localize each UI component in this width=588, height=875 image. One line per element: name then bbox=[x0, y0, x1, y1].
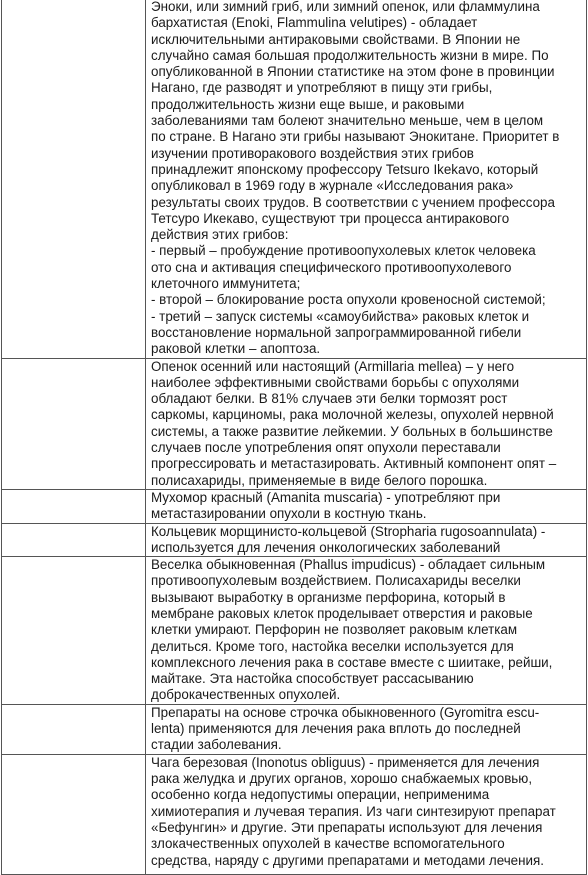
text-line: Тетсуро Икекаво, существуют три процесса антиракового bbox=[151, 210, 510, 226]
empty-left-cell bbox=[2, 754, 146, 874]
text-cell-phallus bbox=[146, 557, 587, 705]
text-line: используется для лечения онкологических заболеваний bbox=[151, 539, 501, 555]
table-row-phallus bbox=[2, 557, 587, 705]
text-line: Кольцевик морщинисто-кольцевой (Stropharia rugosoannulata) - bbox=[151, 523, 546, 539]
text-line: злокачественных опухолей в качестве вспомогательного bbox=[151, 836, 505, 852]
table-row-enoki bbox=[2, 0, 587, 358]
text-line: полисахариды, применяемые в виде белого порошка. bbox=[151, 472, 488, 488]
text-line: опубликовал в 1969 году в журнале «Исследования рака» bbox=[151, 178, 514, 194]
text-line: средства, наряду с другими препаратами и методами лечения. bbox=[151, 852, 544, 868]
text-line: метастазировании опухоли в костную ткань. bbox=[151, 506, 427, 522]
empty-left-cell bbox=[2, 0, 146, 358]
text-line: действия этих грибов: bbox=[151, 227, 289, 243]
text-line: изучении противоракового воздействия этих грибов bbox=[151, 145, 474, 161]
text-cell-stropharia bbox=[146, 523, 587, 557]
text-line: заболеваниями там болеют значительно меньше, чем в целом bbox=[151, 113, 544, 129]
table-row-amanita bbox=[2, 489, 587, 523]
text-line: восстановление нормальной запрограммированной гибели bbox=[151, 324, 522, 340]
text-line: «Бефунгин» и другие. Эти препараты используют для лечения bbox=[151, 819, 543, 835]
empty-left-cell bbox=[2, 523, 146, 557]
text-line: доброкачественных опухолей. bbox=[151, 687, 341, 703]
empty-left-cell bbox=[2, 704, 146, 754]
text-line: продолжительность жизни еще выше, и раковыми bbox=[151, 96, 465, 112]
text-line: Веселка обыкновенная (Phallus impudicus) - обладает сильным bbox=[151, 557, 546, 573]
text-line: ото сна и активация специфического противоопухолевого bbox=[151, 259, 512, 275]
table-row-chaga bbox=[2, 754, 587, 874]
text-line: саркомы, карциномы, рака молочной железы, опухолей нервной bbox=[151, 407, 554, 423]
text-line: результаты своих трудов. В соответствии с учением профессора bbox=[151, 194, 555, 210]
text-line: противоопухолевым воздействием. Полисахариды веселки bbox=[151, 573, 521, 589]
table-row-stropharia bbox=[2, 523, 587, 557]
text-line: Мухомор красный (Amanita muscaria) - употребляют при bbox=[151, 489, 501, 505]
text-cell-gyromitra bbox=[146, 704, 587, 754]
text-line: бархатистая (Enoki, Flammulina velutipes) - обладает bbox=[151, 15, 478, 31]
text-line: принадлежит японскому профессору Tetsuro Ikekavo, который bbox=[151, 161, 539, 177]
text-line: прогрессировать и метастазировать. Активный компонент опят – bbox=[151, 456, 557, 472]
text-line: Нагано, где разводят и употребляют в пищу эти грибы, bbox=[151, 80, 493, 96]
text-line: случаев после употребления опят опухоли переставали bbox=[151, 440, 501, 456]
text-line: мембране раковых клеток проделывает отверстия и раковые bbox=[151, 605, 533, 621]
text-line: Опенок осенний или настоящий (Armillaria mellea) – у него bbox=[151, 358, 515, 374]
text-line: по стране. В Нагано эти грибы называют Энокитане. Приоритет в bbox=[151, 129, 560, 145]
empty-left-cell bbox=[2, 489, 146, 523]
text-line: исключительными антираковыми свойствами. В Японии не bbox=[151, 31, 521, 47]
text-line: комплексного лечения рака в составе вместе с шиитаке, рейши, bbox=[151, 654, 553, 670]
table-row-gyromitra bbox=[2, 704, 587, 754]
text-line: - второй – блокирование роста опухоли кровеносной системой; bbox=[151, 292, 546, 308]
table-row-armillaria bbox=[2, 358, 587, 489]
text-line: особенно когда недопустимы операции, неприменима bbox=[151, 787, 490, 803]
text-line: вызывают выработку в организме перфорина, который в bbox=[151, 589, 506, 605]
text-line: Чага березовая (Inonotus obliguus) - применяется для лечения bbox=[151, 754, 540, 770]
text-line: наиболее эффективными свойствами борьбы с опухолями bbox=[151, 374, 520, 390]
text-cell-amanita bbox=[146, 489, 587, 523]
text-line: стадии заболевания. bbox=[151, 737, 282, 753]
text-line: делиться. Кроме того, настойка веселки используется для bbox=[151, 638, 514, 654]
text-cell-armillaria bbox=[146, 358, 587, 489]
text-line: обладают белки. В 81% случаев эти белки тормозят рост bbox=[151, 391, 508, 407]
text-line: случайно самая большая продолжительность жизни в мире. По bbox=[151, 47, 549, 63]
text-line: клетки умирают. Перфорин не позволяет раковым клеткам bbox=[151, 622, 518, 638]
text-line: майтаке. Эта настойка способствует рассасыванию bbox=[151, 671, 474, 687]
text-line: системы, а также развитие лейкемии. У больных в большинстве bbox=[151, 423, 553, 439]
empty-left-cell bbox=[2, 557, 146, 705]
text-line: клеточного иммунитета; bbox=[151, 276, 301, 292]
text-line: раковой клетки – апоптоза. bbox=[151, 341, 321, 357]
text-cell-chaga bbox=[146, 754, 587, 874]
mushroom-table bbox=[1, 0, 587, 875]
text-line: lenta) применяются для лечения рака вплоть до последней bbox=[151, 721, 521, 737]
text-cell-enoki bbox=[146, 0, 587, 358]
text-line: опубликованной в Японии статистике на этом фоне в провинции bbox=[151, 64, 555, 80]
text-line: Препараты на основе строчка обыкновенного (Gyromitra escu- bbox=[151, 704, 540, 720]
text-line: - первый – пробуждение противоопухолевых клеток человека bbox=[151, 243, 536, 259]
text-line: химиотерапия и лучевая терапия. Из чаги синтезируют препарат bbox=[151, 803, 556, 819]
text-line: Эноки, или зимний гриб, или зимний опенок, или фламмулина bbox=[151, 0, 540, 14]
text-line: рака желудка и других органов, хорошо снабжаемых кровью, bbox=[151, 771, 533, 787]
text-line: - третий – запуск системы «самоубийства» раковых клеток и bbox=[151, 308, 530, 324]
empty-left-cell bbox=[2, 358, 146, 489]
